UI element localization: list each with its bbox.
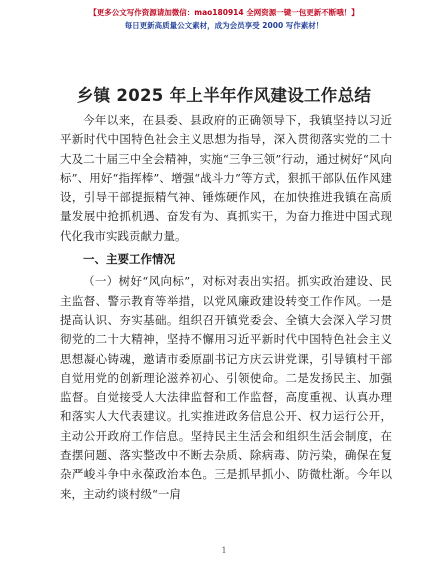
intro-paragraph: 今年以来，在县委、县政府的正确领导下，我镇坚持以习近平新时代中国特色社会主义思想为指导，深入贯彻落实党的二十大及二十届三中全会精神，实施“三争三领”行动，通过树好“风向标”、用好“指挥棒”、增强“战斗力”等方式，狠抓干部队伍作风建设，引导干部提振精气神、锤炼硬作风，在加快推进我镇在高质量发展中抢抓机遇、奋发有为、真抓实干，为奋力推进中国式现代化我市实践贡献力量。 (60, 113, 392, 243)
section-heading: 一、主要工作情况 (83, 252, 175, 267)
promo-banner-line-1: 【更多公文写作资源请加微信：mao180914 全网资源一键一包更新不断哦！】 (89, 8, 359, 17)
page-number: 1 (221, 546, 227, 555)
section-paragraph: （一）树好“风向标”，对标对表出实招。抓实政治建设、民主监督、警示教育等举措，以党风廉政建设转变工作作风。一是提高认识、夯实基础。组织召开镇党委会、全镇大会深入学习贯彻党的二十大精神，坚持不懈用习近平新时代中国特色社会主义思想凝心铸魂，邀请市委原副书记方庆云讲党课，引导镇村干部自觉用党的创新理论滋养初心、引领使命。二是发扬民主、加强监督。自觉接受人大法律监督和工作监督，高度重视、认真办理和落实人大代表建议。扎实推进政务信息公开、权力运行公开，主动公开政府工作信息。坚持民主生活会和组织生活会制度，在查摆问题、落实整改中不断去杂质、除病毒、防污染，确保在复杂严峻斗争中永葆政治本色。三是抓早抓小、防微杜渐。今年以来，主动约谈村级“一肩 (60, 274, 392, 501)
document-title: 乡镇 2025 年上半年作风建设工作总结 (76, 86, 372, 105)
promo-banner (0, 6, 448, 32)
promo-banner-line-2: 每日更新高质量公文素材，成为会员享受 2000 写作素材！ (124, 21, 324, 30)
document-body (60, 111, 392, 504)
